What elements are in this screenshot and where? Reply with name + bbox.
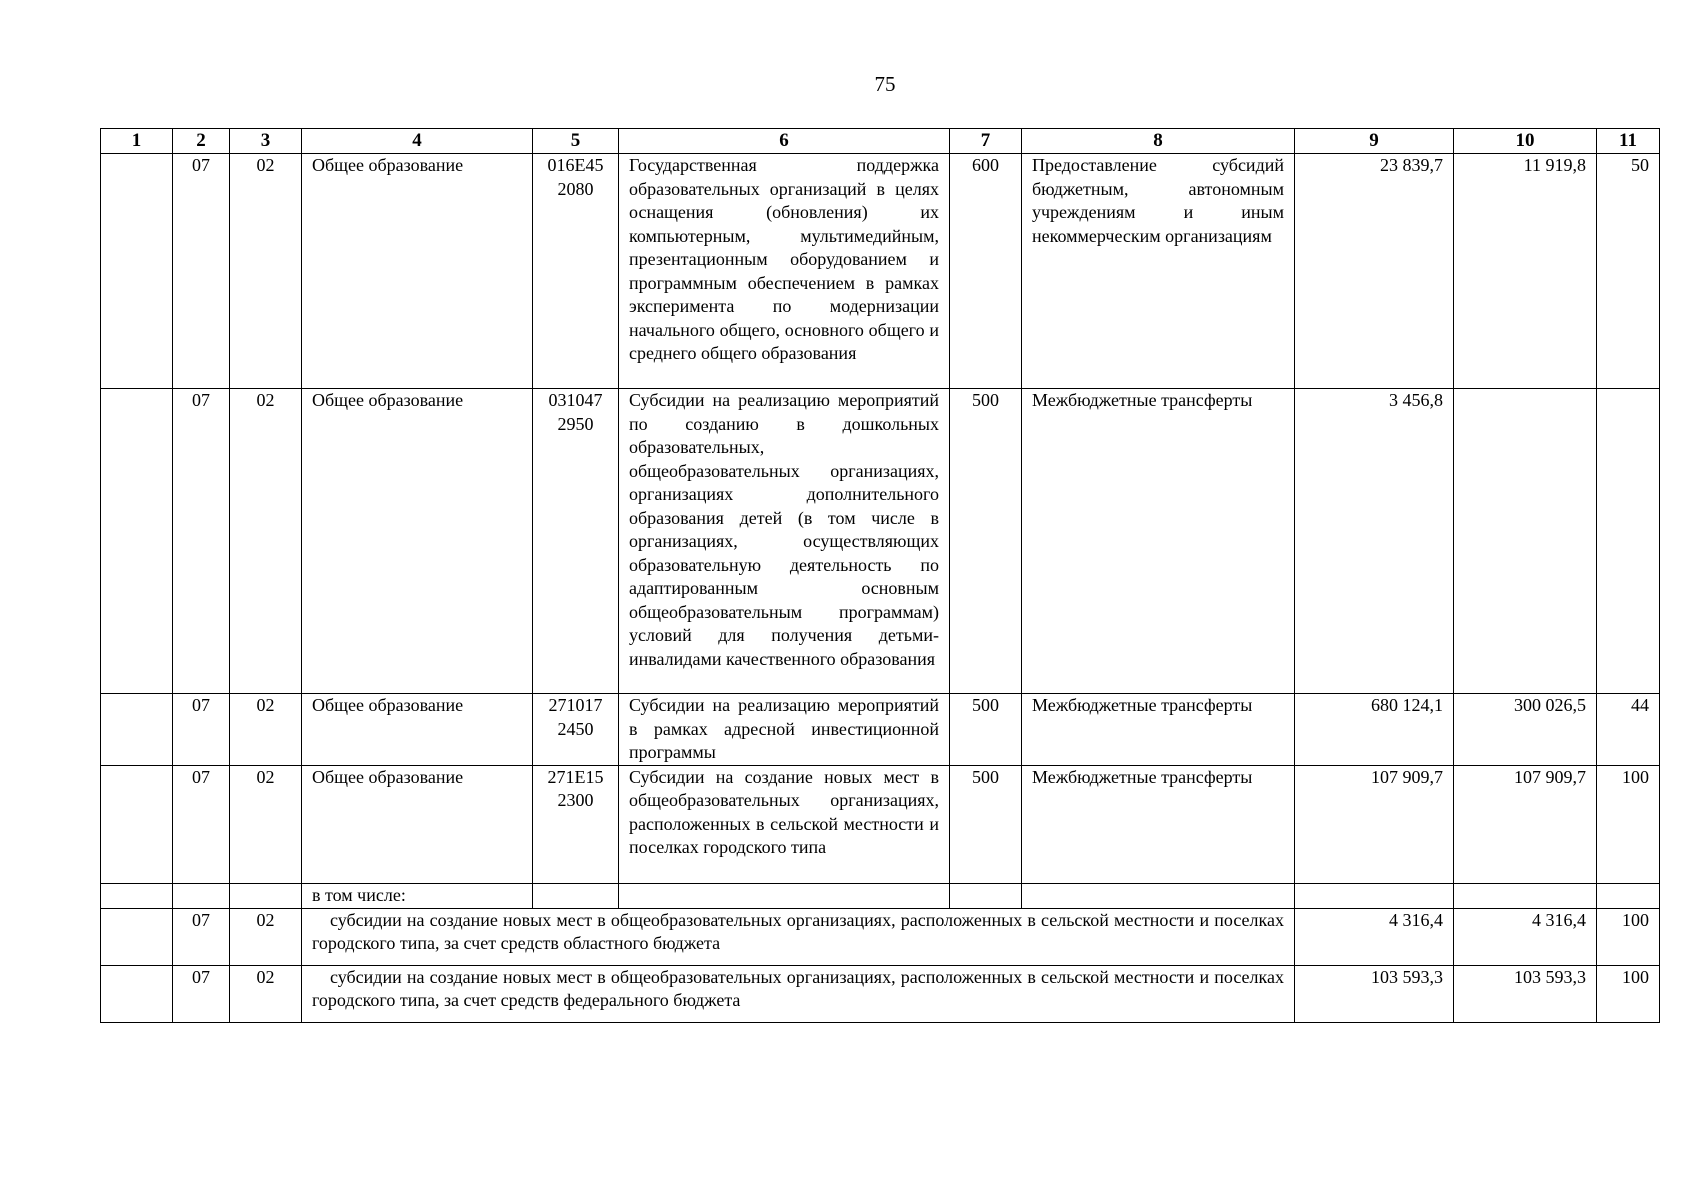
cell-subsection: 02 <box>230 389 302 694</box>
cell-subsection <box>230 883 302 908</box>
cell-amount-plan <box>1295 883 1454 908</box>
cell-amount-fact: 300 026,5 <box>1454 694 1597 766</box>
table-row <box>101 965 1660 1022</box>
cell-subsection: 02 <box>230 154 302 389</box>
cell-kind-name: Предоставление субсидий бюджетным, автономным учреждениям и иным некоммерческим организациям <box>1022 154 1295 389</box>
cell-code <box>533 883 619 908</box>
cell-section: 07 <box>173 154 230 389</box>
header-cell: 9 <box>1295 129 1454 154</box>
header-cell: 7 <box>950 129 1022 154</box>
cell-code: 271017 2450 <box>533 694 619 766</box>
including-row <box>101 883 1660 908</box>
header-cell: 3 <box>230 129 302 154</box>
cell-section <box>173 883 230 908</box>
cell-percent: 44 <box>1597 694 1660 766</box>
including-label: в том числе: <box>302 883 533 908</box>
header-cell: 4 <box>302 129 533 154</box>
cell-percent: 100 <box>1597 908 1660 965</box>
cell-kind: 500 <box>950 765 1022 883</box>
table-row <box>101 765 1660 883</box>
cell-code: 016E45 2080 <box>533 154 619 389</box>
cell-sub-description: субсидии на создание новых мест в общеобразовательных организациях, расположенных в сельской местности и поселках городского типа, за счет средств федерального бюджета <box>302 965 1295 1022</box>
cell-kind-name <box>1022 883 1295 908</box>
cell-percent: 50 <box>1597 154 1660 389</box>
cell-section: 07 <box>173 965 230 1022</box>
cell-col1 <box>101 694 173 766</box>
cell-description: Субсидии на реализацию мероприятий по созданию в дошкольных образовательных, общеобразовательных организациях, организациях дополнительного образования детей (в том числе в организациях, осуществляющих образовательную деятельность по адаптированным основным общеобразовательным программам) условий для получения детьми-инвалидами качественного образования <box>619 389 950 694</box>
cell-kind: 500 <box>950 694 1022 766</box>
header-cell: 8 <box>1022 129 1295 154</box>
table-row <box>101 908 1660 965</box>
cell-amount-plan: 3 456,8 <box>1295 389 1454 694</box>
cell-section: 07 <box>173 765 230 883</box>
header-cell: 6 <box>619 129 950 154</box>
header-row <box>101 129 1660 154</box>
cell-section: 07 <box>173 694 230 766</box>
cell-subsection: 02 <box>230 765 302 883</box>
cell-amount-plan: 4 316,4 <box>1295 908 1454 965</box>
cell-kind <box>950 883 1022 908</box>
header-cell: 1 <box>101 129 173 154</box>
cell-description: Субсидии на реализацию мероприятий в рамках адресной инвестиционной программы <box>619 694 950 766</box>
cell-section: 07 <box>173 389 230 694</box>
cell-col1 <box>101 965 173 1022</box>
cell-name: Общее образование <box>302 389 533 694</box>
cell-name: Общее образование <box>302 765 533 883</box>
header-cell: 5 <box>533 129 619 154</box>
cell-col1 <box>101 883 173 908</box>
cell-amount-plan: 23 839,7 <box>1295 154 1454 389</box>
cell-subsection: 02 <box>230 694 302 766</box>
cell-col1 <box>101 389 173 694</box>
cell-percent <box>1597 883 1660 908</box>
budget-table <box>100 128 1660 1023</box>
cell-amount-fact: 4 316,4 <box>1454 908 1597 965</box>
cell-amount-fact: 107 909,7 <box>1454 765 1597 883</box>
cell-percent: 100 <box>1597 765 1660 883</box>
cell-section: 07 <box>173 908 230 965</box>
cell-name: Общее образование <box>302 694 533 766</box>
cell-percent <box>1597 389 1660 694</box>
cell-description <box>619 883 950 908</box>
cell-kind: 600 <box>950 154 1022 389</box>
table-row <box>101 154 1660 389</box>
cell-amount-plan: 107 909,7 <box>1295 765 1454 883</box>
cell-percent: 100 <box>1597 965 1660 1022</box>
cell-col1 <box>101 908 173 965</box>
table-row <box>101 694 1660 766</box>
cell-subsection: 02 <box>230 908 302 965</box>
cell-kind-name: Межбюджетные трансферты <box>1022 389 1295 694</box>
cell-kind-name: Межбюджетные трансферты <box>1022 765 1295 883</box>
cell-col1 <box>101 154 173 389</box>
cell-subsection: 02 <box>230 965 302 1022</box>
cell-sub-description: субсидии на создание новых мест в общеобразовательных организациях, расположенных в сельской местности и поселках городского типа, за счет средств областного бюджета <box>302 908 1295 965</box>
cell-amount-fact <box>1454 389 1597 694</box>
cell-description: Субсидии на создание новых мест в общеобразовательных организациях, расположенных в сельской местности и поселках городского типа <box>619 765 950 883</box>
cell-code: 031047 2950 <box>533 389 619 694</box>
cell-amount-fact: 11 919,8 <box>1454 154 1597 389</box>
cell-code: 271E15 2300 <box>533 765 619 883</box>
header-cell: 11 <box>1597 129 1660 154</box>
table-row <box>101 389 1660 694</box>
page-number: 75 <box>874 72 896 96</box>
cell-col1 <box>101 765 173 883</box>
cell-amount-fact <box>1454 883 1597 908</box>
cell-kind: 500 <box>950 389 1022 694</box>
header-cell: 10 <box>1454 129 1597 154</box>
header-cell: 2 <box>173 129 230 154</box>
cell-name: Общее образование <box>302 154 533 389</box>
cell-kind-name: Межбюджетные трансферты <box>1022 694 1295 766</box>
cell-amount-plan: 680 124,1 <box>1295 694 1454 766</box>
cell-amount-plan: 103 593,3 <box>1295 965 1454 1022</box>
cell-amount-fact: 103 593,3 <box>1454 965 1597 1022</box>
cell-description: Государственная поддержка образовательных организаций в целях оснащения (обновления) их компьютерным, мультимедийным, презентационным оборудованием и программным обеспечением в рамках эксперимента по модернизации начального общего, основного общего и среднего общего образования <box>619 154 950 389</box>
